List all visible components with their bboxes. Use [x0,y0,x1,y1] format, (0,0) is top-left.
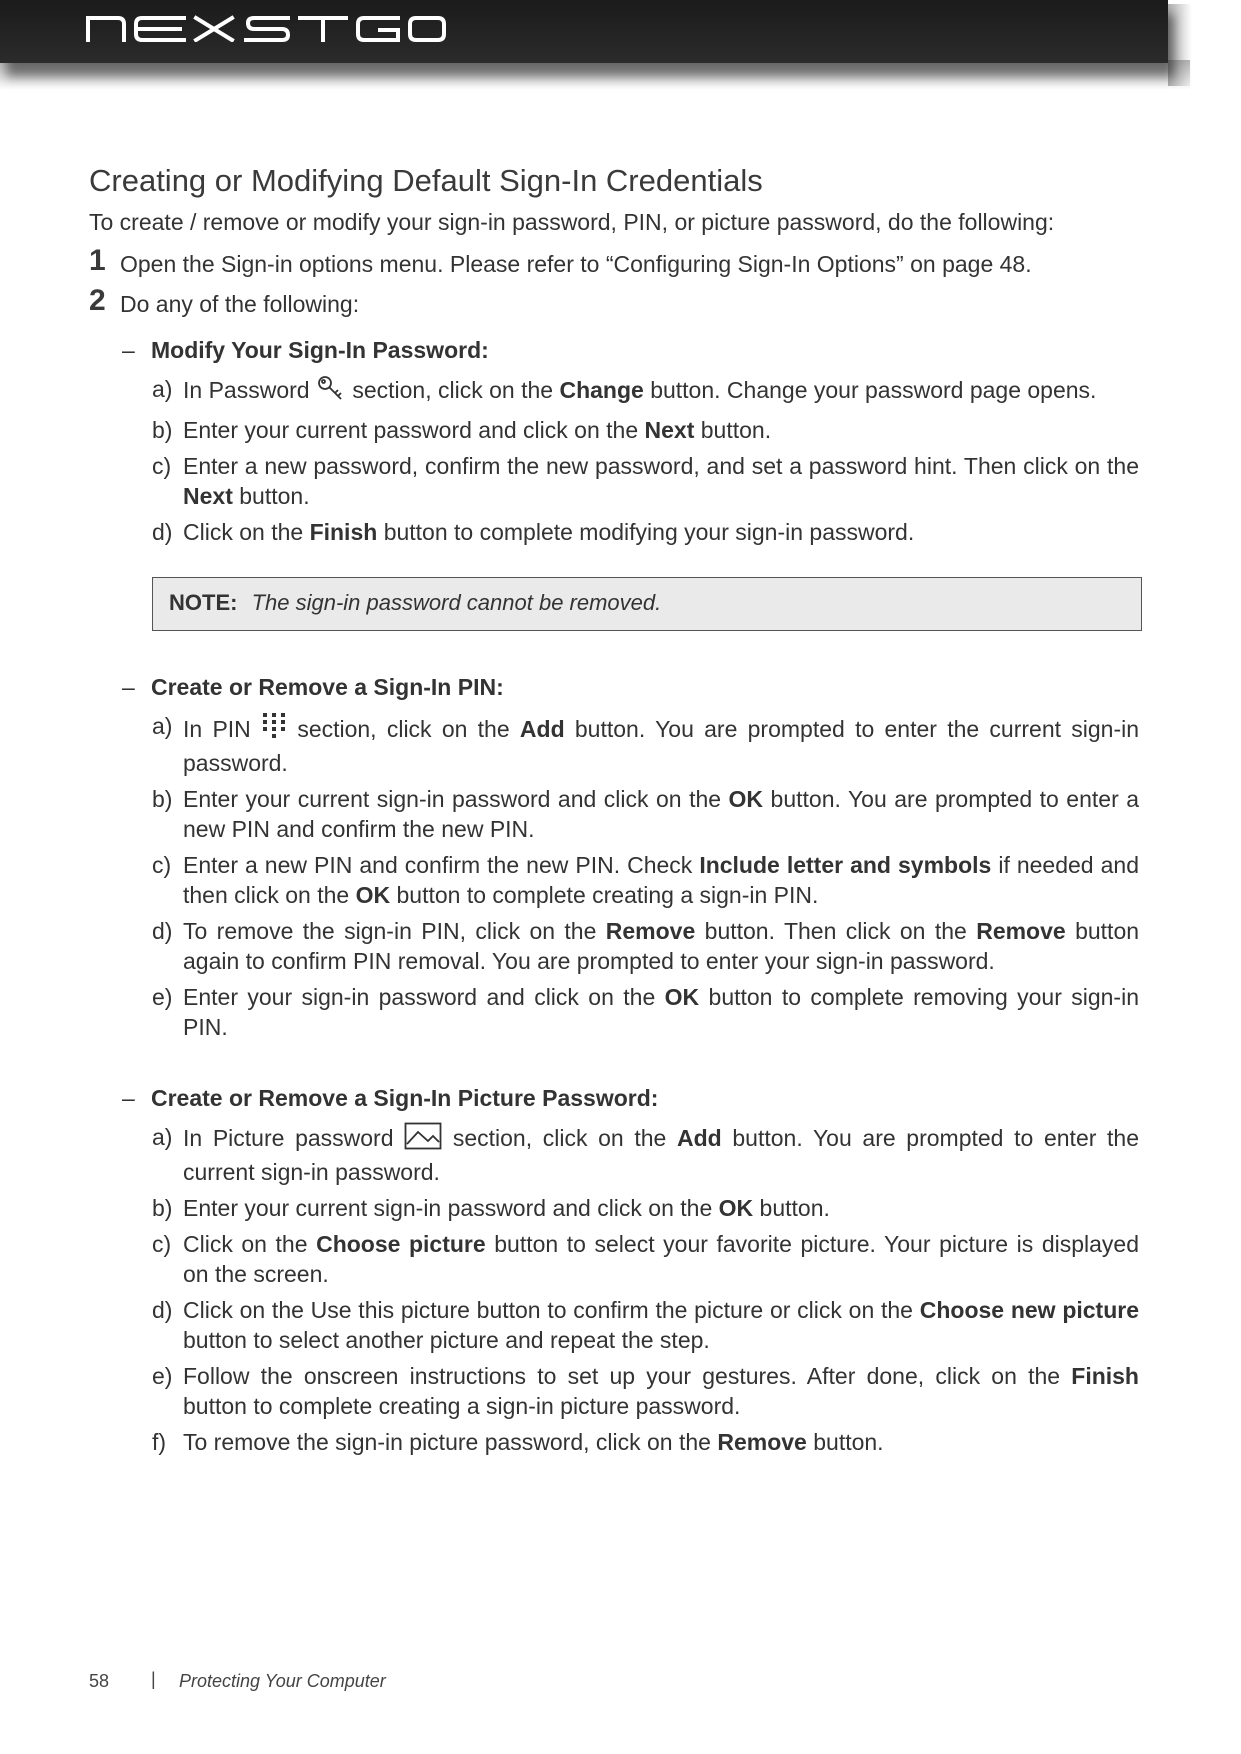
item-bold: Remove [717,1429,807,1455]
item-text: button to complete creating a sign-in PIN. [396,882,819,908]
item-label: a) [152,376,173,402]
item-text: To remove the sign-in picture password, click on the [183,1429,711,1455]
item-text: button. [813,1429,884,1455]
item-bold: Finish [309,519,378,545]
password-steps [89,374,1139,547]
list-item [89,916,1139,976]
list-item [89,784,1139,844]
dash-bullet: – [122,337,135,363]
page-number: 58 [89,1671,110,1691]
item-text: section, click on the [297,716,510,742]
item-label: d) [152,918,173,944]
item-label: b) [152,786,173,812]
list-item [89,374,1139,409]
list-item [89,711,1139,778]
item-text: section, click on the [452,1125,667,1151]
step-text: Do any of the following: [120,291,360,317]
item-text: button. Change your password page opens. [650,377,1097,403]
item-text: button to complete modifying your sign-in password. [383,519,915,545]
note-text: The sign-in password cannot be removed. [251,590,662,615]
item-text: button. Then click on the [704,918,967,944]
list-item [89,451,1139,511]
picture-icon [404,1122,442,1157]
item-bold: OK [718,1195,754,1221]
brand-logo-mark [84,12,446,42]
header-shadow-right [1168,4,1192,86]
item-label: b) [152,417,173,443]
list-item [89,1122,1139,1187]
item-label: c) [152,1231,172,1257]
item-bold: OK [355,882,391,908]
page-footer [89,1669,386,1692]
header-shadow [0,60,1190,90]
note-box [152,577,1142,631]
item-text: In Password [183,377,310,403]
page-content [89,158,1139,1457]
heading-text: Create or Remove a Sign-In Picture Password: [151,1085,659,1111]
item-text: button. [759,1195,830,1221]
list-item [89,1229,1139,1289]
item-text: Follow the onscreen instructions to set up your gestures. After done, click on the [183,1363,1061,1389]
item-bold: Add [519,716,565,742]
dash-bullet: – [122,674,135,700]
intro-text: To create / remove or modify your sign-in password, PIN, or picture password, do the following: [89,209,1055,235]
item-text: button again to confirm PIN removal. You are prompted to enter your sign-in password. [183,918,1140,974]
item-label: f) [152,1429,167,1455]
item-text: To remove the sign-in PIN, click on the [183,918,597,944]
section-title: Creating or Modifying Default Sign-In Credentials [89,163,763,198]
item-label: a) [152,713,173,739]
password-section-heading [89,334,1139,366]
item-bold: OK [664,984,700,1010]
item-text: button. You are prompted to enter the current sign-in password. [183,1125,1140,1185]
item-text: button. [239,483,310,509]
item-text: button. You are prompted to enter the current sign-in password. [183,716,1140,776]
list-item [89,1193,1139,1223]
item-text: if needed and then click on the [183,852,1139,908]
item-bold: Choose new picture [919,1297,1139,1323]
list-item [89,415,1139,445]
heading-text: Modify Your Sign-In Password: [151,337,489,363]
note-label: NOTE: [169,590,238,615]
key-icon [316,374,346,409]
item-text: button to complete removing your sign-in PIN. [183,984,1139,1040]
header-bar [0,0,1168,63]
item-label: c) [152,852,172,878]
item-text: Click on the Use this picture button to confirm the picture or click on the [183,1297,913,1323]
item-text: section, click on the [352,377,554,403]
item-text: Enter a new password, confirm the new password, and set a password hint. Then click on the [183,453,1139,479]
item-text: Enter your current password and click on the [183,417,639,443]
step-number: 1 [89,244,106,277]
list-item [89,1427,1139,1457]
list-item [89,850,1139,910]
list-item [89,1361,1139,1421]
item-label: d) [152,1297,173,1323]
item-text: Enter your sign-in password and click on the [183,984,656,1010]
item-label: e) [152,1363,173,1389]
pin-section-heading [89,671,1139,703]
item-text: Enter a new PIN and confirm the new PIN. Check [183,852,693,878]
item-bold: Include letter and symbols [699,852,992,878]
item-text: button. You are prompted to enter a new PIN and confirm the new PIN. [183,786,1140,842]
item-bold: OK [728,786,764,812]
pin-steps [89,711,1139,1042]
item-label: a) [152,1124,173,1150]
item-bold: Change [559,377,644,403]
step-1 [89,244,1139,280]
item-text: button to select another picture and repeat the step. [183,1327,710,1353]
item-bold: Add [677,1125,722,1151]
footer-separator: | [151,1669,156,1689]
chapter-title: Protecting Your Computer [179,1671,386,1691]
list-item [89,517,1139,547]
list-item [89,982,1139,1042]
list-item [89,1295,1139,1355]
heading-text: Create or Remove a Sign-In PIN: [151,674,504,700]
step-number: 2 [89,284,106,317]
item-bold: Next [183,483,233,509]
item-label: d) [152,519,173,545]
item-label: b) [152,1195,173,1221]
item-bold: Finish [1071,1363,1139,1389]
item-label: c) [152,453,172,479]
picture-steps [89,1122,1139,1457]
item-text: In Picture password [183,1125,394,1151]
keypad-icon [261,711,287,748]
item-text: Enter your current sign-in password and click on the [183,1195,713,1221]
step-text: Open the Sign-in options menu. Please refer to “Configuring Sign-In Options” on page 48. [120,251,1032,277]
item-text: Enter your current sign-in password and click on the [183,786,722,812]
item-text: In PIN [183,716,251,742]
item-label: e) [152,984,173,1010]
item-bold: Choose picture [316,1231,486,1257]
item-text: Click on the [183,519,304,545]
item-bold: Next [644,417,695,443]
step-2 [89,284,1139,320]
item-text: button to complete creating a sign-in picture password. [183,1393,741,1419]
item-text: button to select your favorite picture. Your picture is displayed on the screen. [183,1231,1140,1287]
item-text: button. [700,417,772,443]
brand-logo [84,12,446,42]
item-bold: Remove [976,918,1066,944]
item-text: Click on the [183,1231,308,1257]
item-bold: Remove [605,918,696,944]
dash-bullet: – [122,1085,135,1111]
picture-section-heading [89,1082,1139,1114]
